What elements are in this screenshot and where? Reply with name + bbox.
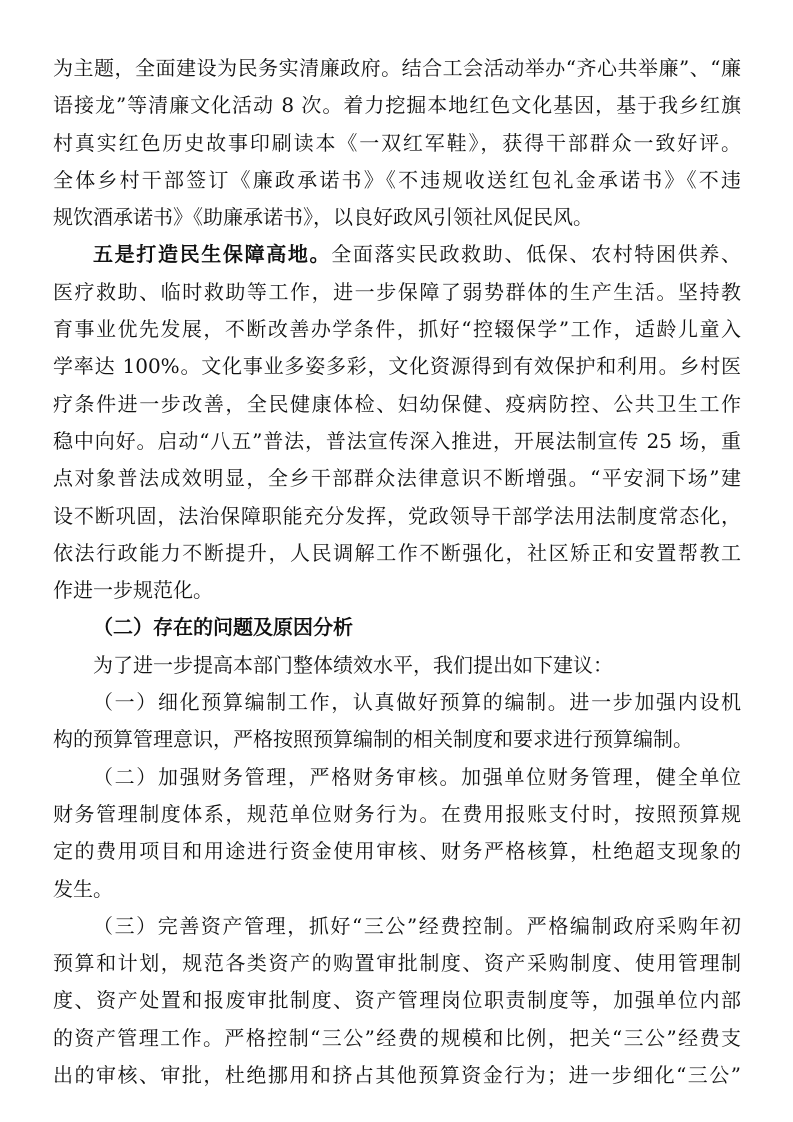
text-line: （一）细化预算编制工作，认真做好预算的编制。进一步加强内设机 [93,690,741,715]
text-line: 出的审核、审批，杜绝挪用和挤占其他预算资金行为；进一步细化“三公” [53,1063,741,1088]
text-line: 村真实红色历史故事印刷读本《一双红军鞋》，获得干部群众一致好评。 [53,130,741,155]
text-line: 全体乡村干部签订《廉政承诺书》《不违规收送红包礼金承诺书》《不违 [53,167,741,192]
text-line: （三）完善资产管理，抓好“三公”经费控制。严格编制政府采购年初 [93,913,741,938]
paragraph-budget [53,684,741,759]
text-line: 定的费用项目和用途进行资金使用审核、财务严格核算，杜绝超支现象的 [53,839,741,864]
text-line: 为了进一步提高本部门整体绩效水平，我们提出如下建议： [93,652,613,677]
text-line: 规饮酒承诺书》《助廉承诺书》，以良好政风引领社风促民风。 [53,205,593,230]
paragraph-clean-government [53,50,741,236]
text-line: 学率达 100%。文化事业多姿多彩，文化资源得到有效保护和利用。乡村医 [53,354,741,379]
paragraph-assets [53,908,741,1094]
text-line: 点对象普法成效明显，全乡干部群众法律意识不断增强。“平安洞下场”建 [53,466,741,491]
text-line: 稳中向好。启动“八五”普法，普法宣传深入推进，开展法制宣传 25 场，重 [53,428,741,453]
text-line: 发生。 [53,876,113,901]
text-line: 的资产管理工作。严格控制“三公”经费的规模和比例，把关“三公”经费支 [53,1025,741,1050]
text-line: 为主题，全面建设为民务实清廉政府。结合工会活动举办“齐心共举廉”、“廉 [53,56,741,80]
paragraph-finance [53,759,741,908]
text-line: 预算和计划，规范各类资产的购置审批制度、资产采购制度、使用管理制 [53,951,741,976]
paragraph-livelihood [53,236,741,609]
text-line: 度、资产处置和报废审批制度、资产管理岗位职责制度等，加强单位内部 [53,988,741,1013]
text-line: 依法行政能力不断提升，人民调解工作不断强化，社区矫正和安置帮教工 [53,540,741,565]
text-line: 疗条件进一步改善，全民健康体检、妇幼保健、疫病防控、公共卫生工作 [53,391,741,416]
text-line: （二）加强财务管理，严格财务审核。加强单位财务管理，健全单位 [93,764,741,789]
text-line: 作进一步规范化。 [53,578,213,603]
text-line [53,236,741,273]
paragraph-lead: 五是打造民生保障高地。 [93,242,332,267]
text-segment: 全面落实民政救助、低保、农村特困供养、 [331,242,742,267]
heading-text: （二）存在的问题及原因分析 [93,615,353,640]
text-line: 育事业优先发展，不断改善办学条件，抓好“控辍保学”工作，适龄儿童入 [53,317,741,342]
section-heading [53,609,741,646]
text-line: 语接龙”等清廉文化活动 8 次。着力挖掘本地红色文化基因，基于我乡红旗 [53,93,741,118]
text-line: 设不断巩固，法治保障职能充分发挥，党政领导干部学法用法制度常态化， [53,503,741,528]
text-line: 医疗救助、临时救助等工作，进一步保障了弱势群体的生产生活。坚持教 [53,279,741,304]
document-page [53,50,741,1094]
text-line: 财务管理制度体系，规范单位财务行为。在费用报账支付时，按照预算规 [53,801,741,826]
text-line: 构的预算管理意识，严格按照预算编制的相关制度和要求进行预算编制。 [53,727,693,752]
paragraph-intro [53,647,741,684]
